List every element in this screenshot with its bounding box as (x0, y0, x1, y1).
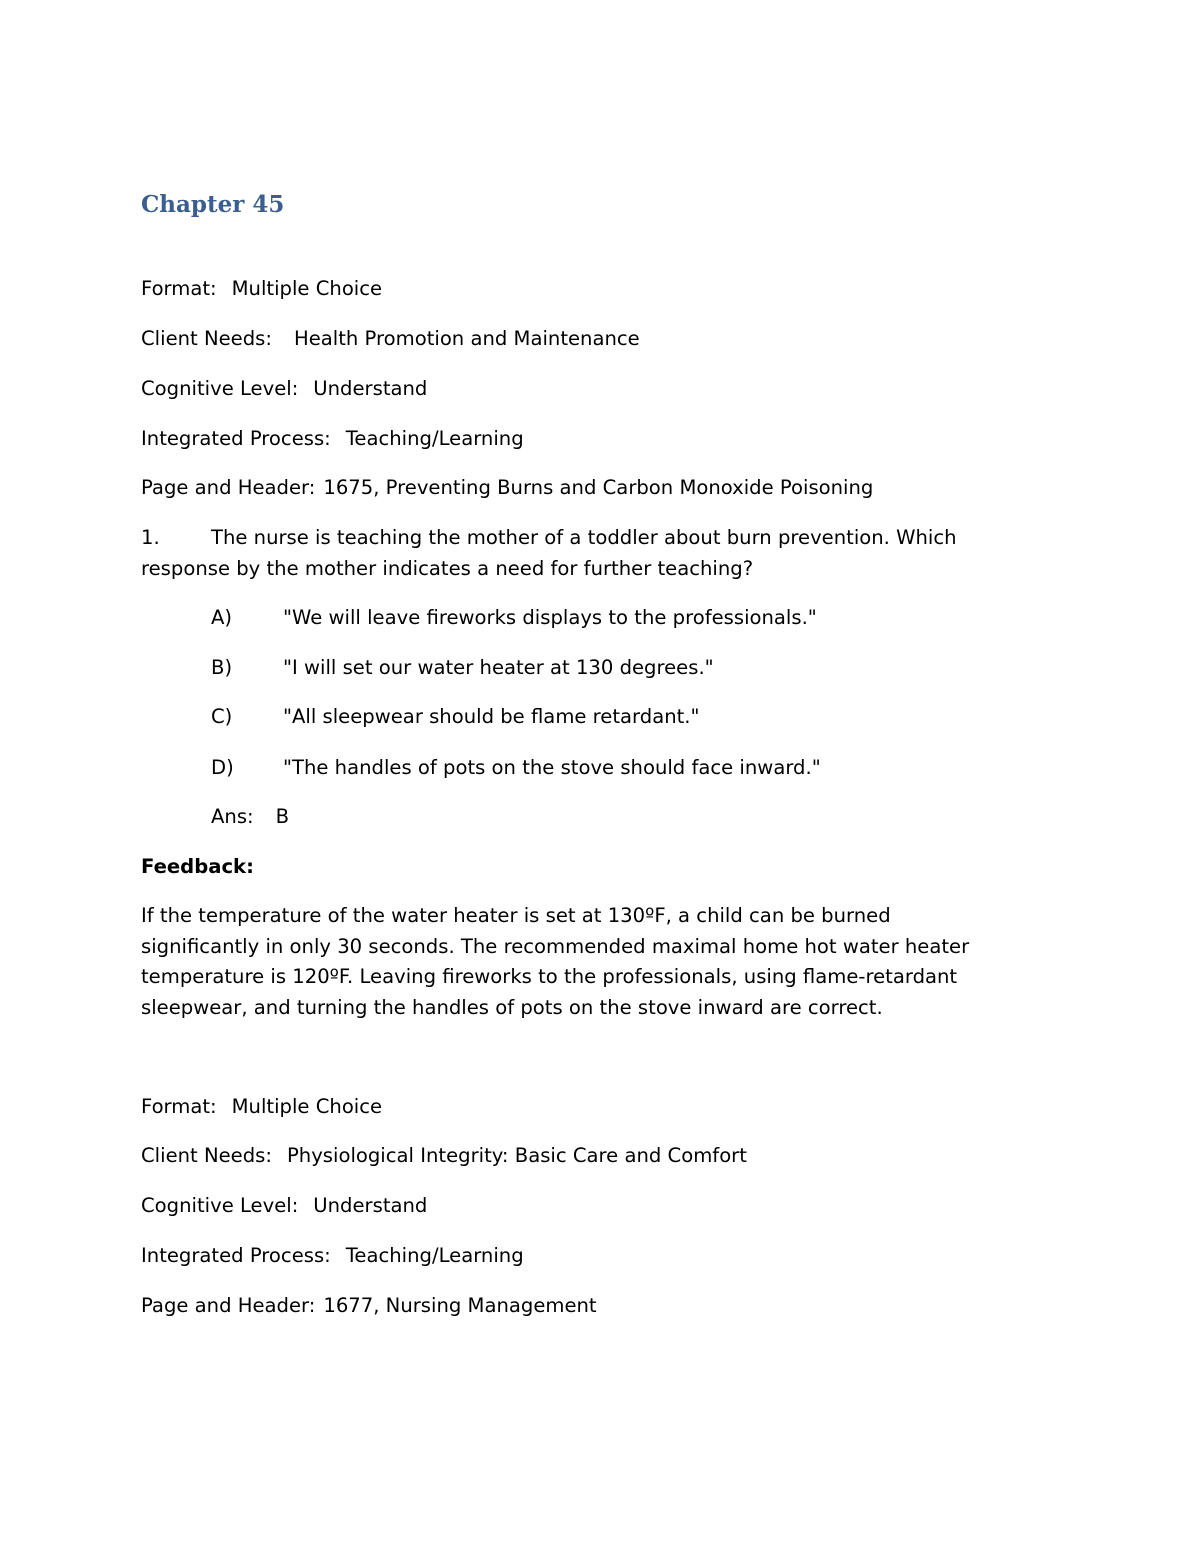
cognitive-level-value: Understand (313, 1194, 428, 1217)
client-needs-line (141, 1140, 747, 1171)
page-header-line (141, 1290, 597, 1321)
option-c (211, 701, 700, 732)
option-a (211, 602, 817, 633)
integrated-process-value: Teaching/Learning (345, 427, 524, 450)
option-d (211, 752, 821, 783)
format-value: Multiple Choice (231, 1095, 383, 1118)
option-letter: D) (211, 756, 234, 779)
feedback-line-3: temperature is 120ºF. Leaving fireworks to the professionals, using flame-retardant (141, 965, 958, 988)
integrated-process-label: Integrated Process: (141, 1244, 331, 1267)
chapter-title: Chapter 45 (141, 191, 285, 218)
option-letter: A) (211, 606, 233, 629)
client-needs-value: Health Promotion and Maintenance (293, 327, 640, 350)
client-needs-line (141, 323, 640, 354)
integrated-process-line (141, 1240, 524, 1271)
feedback-line-2: significantly in only 30 seconds. The recommended maximal home hot water heater (141, 935, 970, 958)
option-text: "We will leave fireworks displays to the professionals." (283, 606, 817, 629)
client-needs-label: Client Needs: (141, 327, 272, 350)
format-line (141, 1091, 382, 1122)
page-header-value: 1677, Nursing Management (323, 1294, 597, 1317)
client-needs-value: Physiological Integrity: Basic Care and Comfort (286, 1144, 747, 1167)
cognitive-level-line (141, 1190, 427, 1221)
format-label: Format: (141, 277, 217, 300)
option-text: "I will set our water heater at 130 degrees." (283, 656, 714, 679)
option-letter: B) (211, 656, 233, 679)
format-label: Format: (141, 1095, 217, 1118)
format-value: Multiple Choice (231, 277, 383, 300)
option-b (211, 652, 714, 683)
integrated-process-line (141, 423, 524, 454)
page-header-value: 1675, Preventing Burns and Carbon Monoxide Poisoning (323, 476, 874, 499)
question-number: 1. (141, 526, 160, 549)
question-stem-line-2: response by the mother indicates a need for further teaching? (141, 557, 754, 580)
format-line (141, 273, 382, 304)
integrated-process-value: Teaching/Learning (345, 1244, 524, 1267)
client-needs-label: Client Needs: (141, 1144, 272, 1167)
option-letter: C) (211, 705, 233, 728)
answer-label: Ans: (211, 805, 254, 828)
integrated-process-label: Integrated Process: (141, 427, 331, 450)
page-header-label: Page and Header: (141, 1294, 316, 1317)
feedback-line-4: sleepwear, and turning the handles of pots on the stove inward are correct. (141, 996, 883, 1019)
cognitive-level-value: Understand (313, 377, 428, 400)
feedback-heading: Feedback: (141, 855, 254, 878)
answer-line (211, 801, 289, 832)
question-stem-text-1: The nurse is teaching the mother of a toddler about burn prevention. Which (211, 526, 957, 549)
option-text: "All sleepwear should be flame retardant." (283, 705, 700, 728)
cognitive-level-label: Cognitive Level: (141, 1194, 299, 1217)
feedback-line-1: If the temperature of the water heater is set at 130ºF, a child can be burned (141, 904, 891, 927)
answer-value: B (275, 805, 290, 828)
cognitive-level-label: Cognitive Level: (141, 377, 299, 400)
option-text: "The handles of pots on the stove should face inward." (283, 756, 821, 779)
page-header-line (141, 472, 873, 503)
page-header-label: Page and Header: (141, 476, 316, 499)
cognitive-level-line (141, 373, 427, 404)
question-stem-line-1 (141, 522, 957, 553)
